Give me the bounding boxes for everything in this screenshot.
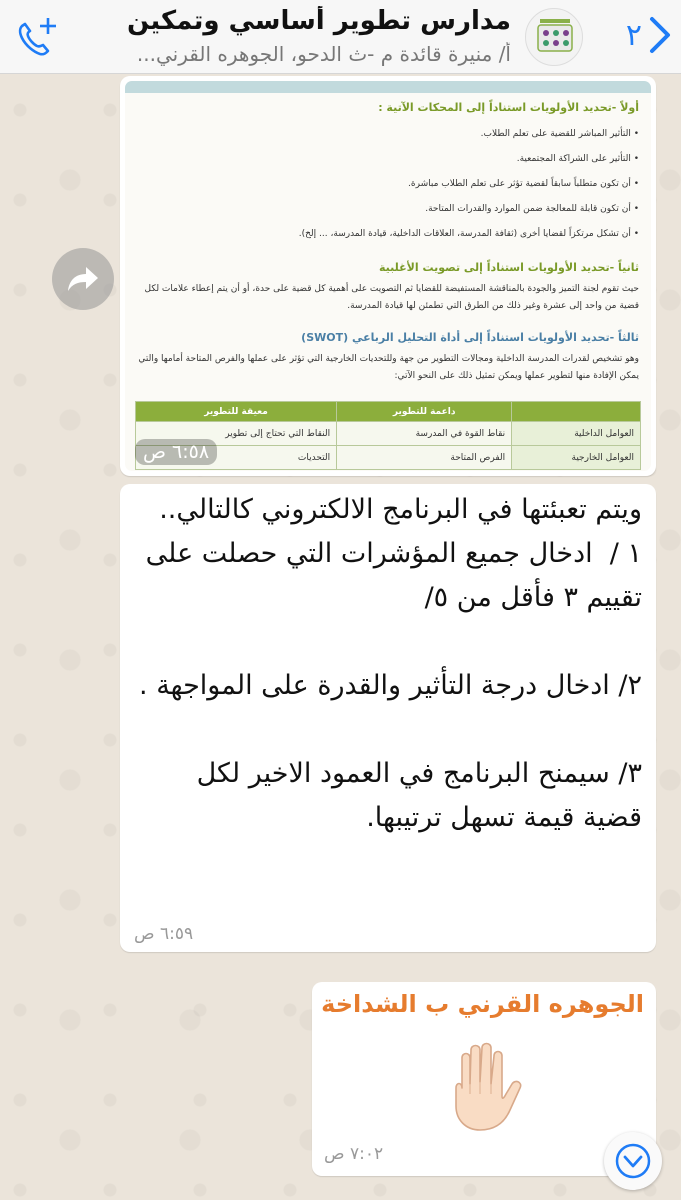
message-text: ويتم تعبئتها في البرنامج الالكتروني كالتالي.. ١ / ادخال جميع المؤشرات التي حصلت على تقييم ٣ فأقل من ٥/ ٢/ ادخال درجة التأثير والقدرة على المواجهة . ٣/ سيمنح البرنامج في العمود الاخير لكل قضية قيمة تسهل ترتيبها.: [139, 494, 642, 833]
doc-bullet: • أن تشكل مرتكزاً لقضايا أخرى (ثقافة المدرسة، العلاقات الداخلية، قيادة المدرسة، ... إلخ).: [139, 229, 639, 254]
swot-header-cell: معيقة للتطوير: [136, 402, 337, 422]
forward-arrow-icon: [66, 265, 100, 293]
emoji-message[interactable]: [312, 982, 656, 1176]
unread-count: ٢: [625, 17, 642, 53]
call-button[interactable]: [10, 12, 68, 62]
swot-header-cell: [512, 402, 641, 422]
group-logo-icon: [526, 9, 583, 66]
swot-cell: نقاط القوة في المدرسة: [337, 422, 512, 446]
doc-bullet: • التأثير على الشراكة المجتمعية.: [139, 154, 639, 179]
back-button[interactable]: [602, 10, 672, 60]
doc-heading-3: ثالثاً -تحديد الأولويات استناداً إلى أداة التحليل الرباعي (SWOT): [301, 331, 639, 344]
sender-name[interactable]: الجوهره القرني ب الشداخة: [321, 990, 644, 1018]
doc-heading-1: أولاً -تحديد الأولويات استناداً إلى المحكات الآتية :: [378, 101, 639, 114]
image-timestamp: ٦:٥٨ ص: [135, 439, 217, 465]
phone-plus-icon: [10, 12, 68, 62]
message-timestamp: ٦:٥٩ ص: [134, 924, 194, 944]
document-top-strip: [125, 81, 651, 93]
swot-header-cell: داعمة للتطوير: [337, 402, 512, 422]
swot-cell: الفرص المتاحة: [337, 446, 512, 470]
doc-paragraph-3: وهو تشخيص لقدرات المدرسة الداخلية ومجالات التطوير من جهة وللتحديات الخارجية التي تؤثر على عملها والفرص المتاحة أمامها والتي يمكن الإفادة منها لتطوير عملها ويمكن تمثيل ذلك على النحو الآتي:: [138, 354, 639, 381]
swot-cell: النقاط التي تحتاج إلى تطوير: [136, 422, 337, 446]
swot-header-row: [136, 402, 641, 422]
doc-bullet: • أن تكون متطلباً سابقاً لقضية تؤثر على تعلم الطلاب مباشرة.: [139, 179, 639, 204]
chevron-left-icon: [648, 15, 672, 55]
doc-bullet-list: [139, 129, 639, 254]
doc-bullet: • أن تكون قابلة للمعالجة ضمن الموارد والقدرات المتاحة.: [139, 204, 639, 229]
document-photo[interactable]: [125, 81, 651, 471]
image-message[interactable]: [120, 76, 656, 476]
swot-cell: العوامل الداخلية: [512, 422, 641, 446]
scroll-to-bottom-button[interactable]: [604, 1132, 662, 1190]
swot-cell: التحديات: [136, 446, 337, 470]
forward-button[interactable]: [52, 248, 114, 310]
doc-paragraph-2: حيث تقوم لجنة التميز والجودة بالمناقشة المستفيضة للقضايا ثم التصويت على أهمية كل قضية على حدة، أو أن يتم إعطاء علامات لكل قضية من واحد إلى عشرة وغير ذلك من الطرق التي تطمئن لها قيادة المدرسة.: [144, 284, 639, 311]
doc-bullet: • التأثير المباشر للقضية على تعلم الطلاب.: [139, 129, 639, 154]
chevron-down-circle-icon: [613, 1141, 653, 1181]
swot-cell: العوامل الخارجية: [512, 446, 641, 470]
text-message[interactable]: [120, 484, 656, 952]
message-timestamp: ٧:٠٢ ص: [324, 1144, 384, 1164]
chat-header: [0, 0, 681, 74]
group-avatar[interactable]: [525, 8, 583, 66]
group-title[interactable]: مدارس تطوير أساسي وتمكين: [127, 6, 511, 36]
raised-hand-emoji-icon: [438, 1038, 528, 1134]
group-members[interactable]: أ/ منيرة قائدة م -ث الدحو، الجوهره القرني...: [136, 42, 511, 66]
doc-heading-2: ثانياً -تحديد الأولويات استناداً إلى تصويت الأغلبية: [379, 261, 639, 274]
